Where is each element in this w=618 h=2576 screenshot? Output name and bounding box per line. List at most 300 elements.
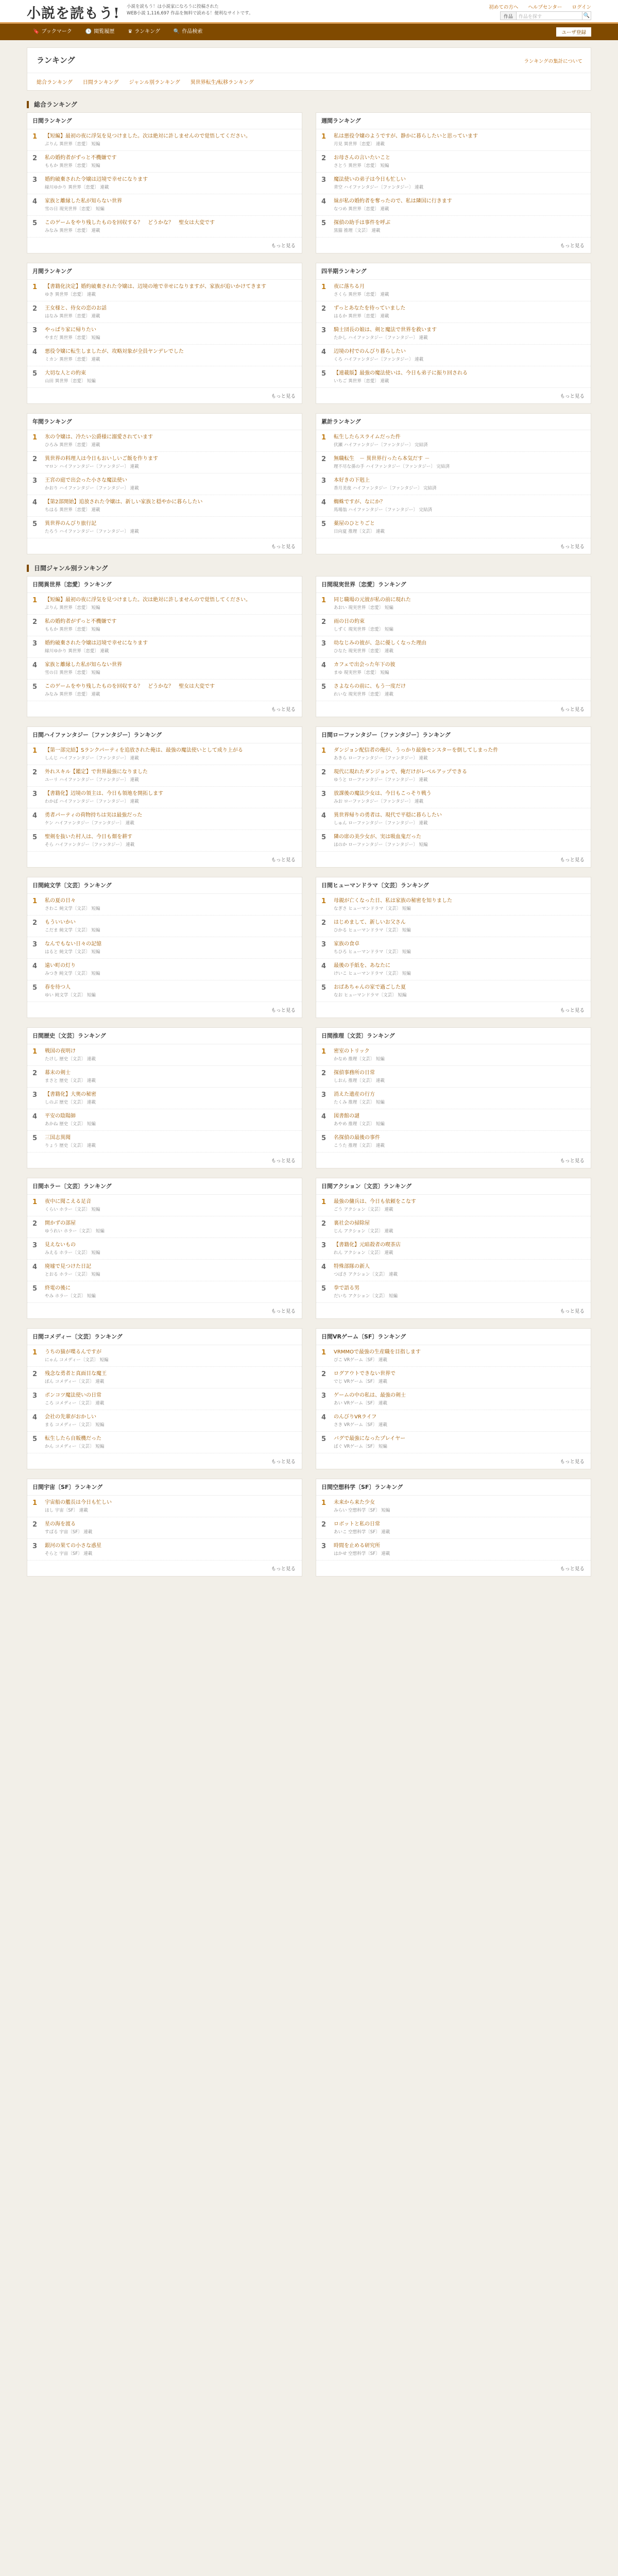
ranking-item[interactable]	[27, 830, 302, 852]
rank-number: 1	[321, 133, 327, 141]
ranking-item[interactable]	[27, 1496, 302, 1517]
novel-title-link[interactable]: 【書籍化決定】婚約破棄された令嬢は、辺境の地で幸せになりますが、家族が追いかけてきます	[45, 284, 266, 290]
ranking-item[interactable]	[316, 473, 591, 495]
novel-title-link[interactable]: 婚約破棄された令嬢は辺境で幸せになります	[45, 640, 148, 646]
novel-meta: ひかる ヒューマンドラマ〔文芸〕 短編	[334, 928, 411, 933]
novel-title-link[interactable]: もういいかい	[45, 920, 76, 925]
ranking-item[interactable]	[27, 787, 302, 808]
more-link[interactable]: もっと見る	[560, 394, 585, 399]
user-register-button[interactable]: ユーザ登録	[556, 27, 591, 37]
novel-title-link[interactable]: ダンジョン配信者の俺が、うっかり最強モンスターを倒してしまった件	[334, 748, 499, 753]
novel-title-link[interactable]: 騎士団長の娘は、剣と魔法で世界を救います	[334, 327, 437, 333]
ranking-item[interactable]	[316, 1260, 591, 1281]
rank-number: 2	[32, 155, 38, 162]
tab-daily[interactable]: 日間ランキング	[82, 80, 119, 86]
ranking-item[interactable]	[27, 615, 302, 636]
novel-meta: まさと 歴史〔文芸〕 連載	[45, 1078, 96, 1083]
rank-number: 4	[32, 962, 38, 970]
link-login[interactable]: ログイン	[572, 5, 591, 10]
ranking-item[interactable]	[27, 473, 302, 495]
ranking-item[interactable]	[27, 937, 302, 959]
novel-title-link[interactable]: 薬屋のひとりごと	[334, 521, 375, 527]
ranking-item[interactable]	[27, 1410, 302, 1432]
novel-meta: あやめ 推理〔文芸〕 短編	[334, 1122, 385, 1127]
ranking-item[interactable]	[27, 743, 302, 765]
more-link[interactable]: もっと見る	[271, 1158, 296, 1164]
novel-title-link[interactable]: 悪役令嬢に転生しましたが、攻略対象が全員ヤンデレでした	[45, 349, 184, 354]
ranking-item[interactable]	[27, 280, 302, 301]
novel-title-link[interactable]: 宇宙船の艦長は今日も忙しい	[45, 1500, 112, 1505]
rank-number: 1	[32, 1198, 38, 1206]
novel-meta: はると 純文学〔文芸〕 短編	[45, 950, 100, 955]
ranking-item[interactable]	[316, 517, 591, 538]
novel-title-link[interactable]: 夜中に聞こえる足音	[45, 1199, 91, 1205]
novel-title-link[interactable]: ずっとあなたを待っていました	[334, 306, 406, 311]
ranking-item[interactable]	[27, 1131, 302, 1153]
ranking-item[interactable]	[316, 151, 591, 173]
rank-number: 3	[321, 327, 327, 334]
novel-title-link[interactable]: 残念な勇者と真面目な魔王	[45, 1371, 107, 1377]
ranking-item[interactable]	[316, 1088, 591, 1109]
ranking-item[interactable]	[316, 216, 591, 238]
rank-number: 3	[32, 176, 38, 184]
more-link[interactable]: もっと見る	[560, 243, 585, 249]
more-link[interactable]: もっと見る	[560, 1309, 585, 1314]
ranking-item[interactable]	[27, 452, 302, 473]
ranking-item[interactable]	[316, 1109, 591, 1131]
novel-meta: みつき 純文学〔文芸〕 短編	[45, 971, 100, 976]
novel-title-link[interactable]: 雨の日の約束	[334, 619, 365, 624]
novel-meta: つばさ アクション〔文芸〕 連載	[334, 1272, 398, 1277]
ranking-item[interactable]	[316, 593, 591, 615]
ranking-item[interactable]	[27, 301, 302, 323]
novel-title-link[interactable]: 【短編】最初の夜に浮気を見つけました。次は絶対に許しませんので覚悟してください。	[45, 597, 251, 603]
novel-title-link[interactable]: VRMMOで最強の生産職を目指します	[334, 1349, 421, 1355]
more-link[interactable]: もっと見る	[271, 394, 296, 399]
rank-number: 4	[32, 1263, 38, 1271]
rank-number: 1	[32, 434, 38, 442]
novel-title-link[interactable]: 家族と離縁した私が知らない世界	[45, 662, 122, 668]
ranking-item[interactable]	[316, 301, 591, 323]
novel-title-link[interactable]: 私の夏の日々	[45, 898, 76, 904]
novel-title-link[interactable]: 氷の令嬢は、冷たい公爵様に溺愛されています	[45, 434, 153, 440]
novel-title-link[interactable]: 私の婚約者がずっと不機嫌です	[45, 619, 117, 624]
rank-number: 3	[32, 640, 38, 648]
ranking-item[interactable]	[316, 452, 591, 473]
ranking-item[interactable]	[316, 916, 591, 937]
novel-title-link[interactable]: 開かずの部屋	[45, 1221, 76, 1226]
novel-title-link[interactable]: 遠い町の灯り	[45, 963, 76, 969]
novel-title-link[interactable]: おばあちゃんの家で過ごした夏	[334, 985, 406, 990]
rank-number: 3	[32, 941, 38, 948]
ranking-item[interactable]	[27, 1517, 302, 1539]
novel-title-link[interactable]: 私の婚約者がずっと不機嫌です	[45, 155, 117, 161]
novel-title-link[interactable]: はじめまして、新しいお父さん	[334, 920, 406, 925]
ranking-item[interactable]	[316, 1517, 591, 1539]
novel-title-link[interactable]: 【連載版】最強の魔法使いは、今日も弟子に振り回される	[334, 370, 468, 376]
ranking-item[interactable]	[316, 937, 591, 959]
ranking-item[interactable]	[316, 894, 591, 916]
novel-meta: ミカン 異世界〔恋愛〕 連載	[45, 357, 100, 362]
novel-title-link[interactable]: 私は悪役令嬢のようですが、静かに暮らしたいと思っています	[334, 133, 478, 139]
ranking-item[interactable]	[27, 194, 302, 216]
ranking-item[interactable]	[316, 1367, 591, 1388]
novel-title-link[interactable]: 放課後の魔法少女は、今日もこっそり戦う	[334, 791, 432, 796]
ranking-item[interactable]	[27, 430, 302, 452]
novel-meta: けいこ ヒューマンドラマ〔文芸〕 短編	[334, 971, 411, 976]
novel-title-link[interactable]: 春を待つ人	[45, 985, 71, 990]
novel-title-link[interactable]: 【書籍化】元暗殺者の喫茶店	[334, 1242, 401, 1248]
ranking-item[interactable]	[316, 1066, 591, 1088]
novel-meta: そら ハイファンタジー〔ファンタジー〕 連載	[45, 842, 135, 848]
novel-title-link[interactable]: 【書籍化】大奥の秘密	[45, 1092, 96, 1097]
ranking-item[interactable]	[27, 323, 302, 345]
novel-title-link[interactable]: このゲームをやり残したものを回収する？ どうかな？ 聖女は大変です	[45, 220, 215, 226]
ranking-item[interactable]	[316, 1388, 591, 1410]
novel-title-link[interactable]: 未来から来た少女	[334, 1500, 375, 1505]
novel-meta: ほのか ローファンタジー〔ファンタジー〕 短編	[334, 842, 428, 848]
rank-number: 5	[321, 1134, 327, 1142]
tab-overall[interactable]: 総合ランキング	[37, 80, 73, 86]
ranking-item[interactable]	[316, 366, 591, 388]
ranking-item[interactable]	[316, 194, 591, 216]
novel-meta: たかし ハイファンタジー〔ファンタジー〕 連載	[334, 335, 428, 341]
novel-title-link[interactable]: 見えないもの	[45, 1242, 76, 1248]
rank-number: 1	[321, 434, 327, 442]
novel-title-link[interactable]: ロボットと私の日常	[334, 1521, 380, 1527]
ranking-item[interactable]	[316, 1131, 591, 1153]
nav-bookmark[interactable]: 🔖 ブックマーク	[27, 24, 79, 40]
search-icon[interactable]: 🔍	[582, 11, 591, 20]
ranking-item[interactable]	[316, 743, 591, 765]
site-header	[0, 0, 618, 24]
ranking-item[interactable]	[27, 366, 302, 388]
novel-title-link[interactable]: 密室のトリック	[334, 1048, 370, 1054]
ranking-item[interactable]	[27, 517, 302, 538]
ranking-item[interactable]	[316, 1432, 591, 1453]
novel-title-link[interactable]: なんでもない日々の記憶	[45, 941, 101, 947]
novel-title-link[interactable]: やっぱり家に帰りたい	[45, 327, 96, 333]
novel-title-link[interactable]: ゲームの中の私は、最強の剣士	[334, 1393, 406, 1398]
ranking-box-title: 日間純文学〔文芸〕ランキング	[27, 877, 302, 894]
ranking-item[interactable]	[316, 830, 591, 852]
more-link[interactable]: もっと見る	[271, 243, 296, 249]
novel-title-link[interactable]: 異世界のんびり旅行記	[45, 521, 96, 527]
ranking-item[interactable]	[316, 1496, 591, 1517]
novel-title-link[interactable]: 現代に現れたダンジョンで、俺だけがレベルアップできる	[334, 769, 468, 775]
ranking-item[interactable]	[27, 1432, 302, 1453]
ranking-item[interactable]	[27, 495, 302, 517]
tab-isekai[interactable]: 異世界転生/転移ランキング	[190, 80, 254, 86]
ranking-help-link[interactable]: ランキングの集計について	[524, 59, 582, 64]
ranking-item[interactable]	[27, 593, 302, 615]
site-logo[interactable]: 小説を読もう!	[27, 6, 120, 22]
rank-number: 2	[32, 455, 38, 463]
novel-title-link[interactable]: 妹が私の婚約者を奪ったので、私は隣国に行きます	[334, 198, 452, 204]
ranking-item[interactable]	[316, 1216, 591, 1238]
novel-title-link[interactable]: 探偵の助手は事件を呼ぶ	[334, 220, 390, 226]
search-input[interactable]: 作品を探す	[517, 11, 582, 20]
novel-title-link[interactable]: 消えた遺産の行方	[334, 1092, 375, 1097]
rank-number: 4	[32, 1414, 38, 1421]
ranking-item[interactable]	[27, 151, 302, 173]
nav-ranking[interactable]: ♛ ランキング	[122, 24, 167, 40]
rank-number: 4	[32, 348, 38, 356]
ranking-item[interactable]	[27, 1238, 302, 1260]
more-link[interactable]: もっと見る	[271, 857, 296, 863]
novel-meta: ごう アクション〔文芸〕 連載	[334, 1207, 393, 1212]
nav-history[interactable]: 🕒 閲覧履歴	[79, 24, 122, 40]
novel-meta: はなみ 異世界〔恋愛〕 連載	[45, 314, 100, 319]
ranking-item[interactable]	[27, 1066, 302, 1088]
search-type-select[interactable]: 作品	[500, 11, 517, 20]
ranking-item[interactable]	[316, 658, 591, 680]
ranking-item[interactable]	[27, 959, 302, 980]
novel-title-link[interactable]: 無職転生 － 異世界行ったら本気だす －	[334, 456, 430, 462]
novel-meta: たろう ハイファンタジー〔ファンタジー〕 連載	[45, 529, 139, 534]
ranking-box	[27, 413, 302, 554]
ranking-item[interactable]	[316, 959, 591, 980]
rank-number: 1	[321, 897, 327, 905]
novel-title-link[interactable]: 図書館の謎	[334, 1113, 359, 1119]
more-link[interactable]: もっと見る	[560, 1566, 585, 1572]
novel-title-link[interactable]: 最強の傭兵は、今日も依頼をこなす	[334, 1199, 416, 1205]
rank-number: 3	[321, 1543, 327, 1550]
novel-title-link[interactable]: お母さんの言いたいこと	[334, 155, 390, 161]
ranking-item[interactable]	[316, 787, 591, 808]
novel-meta: かん コメディー〔文芸〕 短編	[45, 1444, 105, 1449]
ranking-item[interactable]	[27, 1539, 302, 1561]
ranking-item[interactable]	[316, 1281, 591, 1303]
rank-number: 2	[321, 1521, 327, 1529]
novel-title-link[interactable]: 【第2部開始】追放された令嬢は、新しい家族と穏やかに暮らしたい	[45, 499, 203, 505]
novel-title-link[interactable]: 特殊部隊の新人	[334, 1264, 370, 1269]
novel-title-link[interactable]: 家族の食卓	[334, 941, 359, 947]
novel-title-link[interactable]: 異世界の料理人は今日もおいしいご飯を作ります	[45, 456, 158, 462]
ranking-item[interactable]	[27, 636, 302, 658]
novel-title-link[interactable]: 蜘蛛ですが、なにか？	[334, 499, 385, 505]
ranking-item[interactable]	[316, 1195, 591, 1216]
novel-title-link[interactable]: 幕末の剣士	[45, 1070, 71, 1076]
link-first-time[interactable]: 初めての方へ	[489, 5, 519, 10]
ranking-item[interactable]	[316, 765, 591, 787]
more-link[interactable]: もっと見る	[271, 707, 296, 713]
ranking-item[interactable]	[316, 636, 591, 658]
ranking-item[interactable]	[27, 808, 302, 830]
ranking-item[interactable]	[27, 658, 302, 680]
novel-title-link[interactable]: さよならの前に、もう一度だけ	[334, 684, 406, 689]
novel-title-link[interactable]: 王宮の庭で出会った小さな魔法使い	[45, 478, 127, 483]
novel-meta: みなみ 異世界〔恋愛〕 連載	[45, 692, 100, 697]
rank-number: 2	[321, 1070, 327, 1077]
ranking-item[interactable]	[316, 615, 591, 636]
ranking-item[interactable]	[27, 1388, 302, 1410]
novel-title-link[interactable]: 終電の後に	[45, 1285, 71, 1291]
novel-meta: マロン ハイファンタジー〔ファンタジー〕 連載	[45, 464, 139, 469]
novel-title-link[interactable]: 本好きの下剋上	[334, 478, 370, 483]
novel-title-link[interactable]: バグで最強になったプレイヤー	[334, 1436, 406, 1442]
ranking-item[interactable]	[316, 680, 591, 701]
tab-genre[interactable]: ジャンル別ランキング	[129, 80, 180, 86]
novel-title-link[interactable]: 裏社会の掃除屋	[334, 1221, 370, 1226]
novel-title-link[interactable]: 辺境の村でのんびり暮らしたい	[334, 349, 406, 354]
ranking-item[interactable]	[27, 1088, 302, 1109]
more-link[interactable]: もっと見る	[560, 857, 585, 863]
link-help-center[interactable]: ヘルプセンター	[528, 5, 562, 10]
ranking-box-title: 年間ランキング	[27, 414, 302, 430]
more-link[interactable]: もっと見る	[271, 1309, 296, 1314]
novel-meta: あい VRゲーム〔SF〕 連載	[334, 1401, 387, 1406]
main-nav	[0, 24, 618, 40]
novel-title-link[interactable]: このゲームをやり残したものを回収する？ どうかな？ 聖女は大変です	[45, 684, 215, 689]
novel-title-link[interactable]: 拳で語る男	[334, 1285, 359, 1291]
nav-search[interactable]: 🔍 作品検索	[167, 24, 210, 40]
ranking-item[interactable]	[316, 323, 591, 345]
ranking-item[interactable]	[316, 129, 591, 151]
ranking-item[interactable]	[316, 980, 591, 1002]
ranking-box-title: 日間現実世界〔恋愛〕ランキング	[316, 577, 591, 593]
novel-meta: しんじ ハイファンタジー〔ファンタジー〕 連載	[45, 756, 139, 761]
more-link[interactable]: もっと見る	[560, 707, 585, 713]
ranking-item[interactable]	[316, 430, 591, 452]
novel-meta: かなめ 推理〔文芸〕 短編	[334, 1057, 385, 1062]
ranking-item[interactable]	[27, 1195, 302, 1216]
novel-title-link[interactable]: 転生したらスライムだった件	[334, 434, 401, 440]
novel-meta: ぷりん 異世界〔恋愛〕 短編	[45, 142, 100, 147]
ranking-item[interactable]	[27, 1345, 302, 1367]
novel-title-link[interactable]: 廃墟で見つけた日記	[45, 1264, 91, 1269]
novel-meta: れいな 現実世界〔恋愛〕 連載	[334, 692, 393, 697]
ranking-item[interactable]	[27, 916, 302, 937]
novel-meta: 香月美夜 ハイファンタジー〔ファンタジー〕 完結済	[334, 486, 437, 491]
ranking-item[interactable]	[27, 1109, 302, 1131]
more-link[interactable]: もっと見る	[560, 1459, 585, 1465]
ranking-item[interactable]	[316, 1044, 591, 1066]
rank-number: 2	[321, 618, 327, 626]
novel-title-link[interactable]: 婚約破棄された令嬢は辺境で幸せになります	[45, 177, 148, 182]
novel-title-link[interactable]: 夜に落ちる月	[334, 284, 365, 290]
ranking-item[interactable]	[27, 216, 302, 238]
more-link[interactable]: もっと見る	[271, 1566, 296, 1572]
ranking-item[interactable]	[316, 808, 591, 830]
novel-title-link[interactable]: うちの猫が喋るんですが	[45, 1349, 101, 1355]
ranking-item[interactable]	[27, 129, 302, 151]
novel-title-link[interactable]: 隣の席の美少女が、実は吸血鬼だった	[334, 834, 421, 840]
ranking-item[interactable]	[27, 1216, 302, 1238]
novel-meta: ぽん コメディー〔文芸〕 連載	[45, 1379, 105, 1384]
ranking-box	[316, 576, 591, 717]
ranking-item[interactable]	[27, 980, 302, 1002]
novel-title-link[interactable]: ポンコツ魔法使いの日常	[45, 1393, 101, 1398]
ranking-box-title: 日間異世界〔恋愛〕ランキング	[27, 577, 302, 593]
novel-meta: しずく 現実世界〔恋愛〕 短編	[334, 627, 393, 632]
more-link[interactable]: もっと見る	[560, 1158, 585, 1164]
novel-meta: みえる ホラー〔文芸〕 短編	[45, 1250, 100, 1256]
more-link[interactable]: もっと見る	[560, 544, 585, 550]
novel-title-link[interactable]: 聖剣を抜いた村人は、今日も畑を耕す	[45, 834, 132, 840]
novel-title-link[interactable]: 幼なじみの彼が、急に優しくなった理由	[334, 640, 426, 646]
more-link[interactable]: もっと見る	[271, 1008, 296, 1013]
ranking-item[interactable]	[316, 1539, 591, 1561]
novel-title-link[interactable]: 最後の手紙を、あなたに	[334, 963, 390, 969]
novel-title-link[interactable]: 家族と離縁した私が知らない世界	[45, 198, 122, 204]
novel-title-link[interactable]: 平安の陰陽師	[45, 1113, 76, 1119]
novel-title-link[interactable]: 三国志異聞	[45, 1135, 71, 1141]
rank-number: 3	[32, 790, 38, 798]
novel-title-link[interactable]: 勇者パーティの荷物持ちは実は最強だった	[45, 812, 143, 818]
ranking-item[interactable]	[316, 1345, 591, 1367]
ranking-item[interactable]	[27, 173, 302, 194]
novel-title-link[interactable]: 戦国の夜明け	[45, 1048, 76, 1054]
novel-title-link[interactable]: 大切な人との約束	[45, 370, 86, 376]
novel-title-link[interactable]: 星の海を渡る	[45, 1521, 76, 1527]
novel-title-link[interactable]: 母親が亡くなった日、私は家族の秘密を知りました	[334, 898, 452, 904]
novel-title-link[interactable]: のんびりVRライフ	[334, 1414, 377, 1420]
novel-title-link[interactable]: 名探偵の最後の事件	[334, 1135, 380, 1141]
ranking-box-title: 日間アクション〔文芸〕ランキング	[316, 1178, 591, 1195]
novel-title-link[interactable]: 王女様と、侍女の恋のお話	[45, 306, 107, 311]
novel-title-link[interactable]: 【短編】最初の夜に浮気を見つけました。次は絶対に許しませんので覚悟してください。	[45, 133, 251, 139]
novel-meta: にゃん コメディー〔文芸〕 短編	[45, 1358, 109, 1363]
ranking-item[interactable]	[27, 1044, 302, 1066]
rank-number: 1	[32, 897, 38, 905]
novel-meta: はるか 異世界〔恋愛〕 連載	[334, 314, 389, 319]
rank-number: 5	[321, 984, 327, 992]
more-link[interactable]: もっと見る	[271, 1459, 296, 1465]
ranking-item[interactable]	[27, 765, 302, 787]
rank-number: 2	[32, 919, 38, 927]
novel-title-link[interactable]: 魔法使いの弟子は今日も忙しい	[334, 177, 406, 182]
ranking-item[interactable]	[316, 345, 591, 366]
novel-title-link[interactable]: 同じ職場の元彼が私の前に現れた	[334, 597, 411, 603]
ranking-item[interactable]	[27, 1260, 302, 1281]
rank-number: 2	[321, 919, 327, 927]
rank-number: 4	[321, 1263, 327, 1271]
more-link[interactable]: もっと見る	[560, 1008, 585, 1013]
ranking-item[interactable]	[316, 280, 591, 301]
novel-title-link[interactable]: カフェで出会った年下の彼	[334, 662, 396, 668]
novel-title-link[interactable]: 外れスキル【鑑定】で世界最強になりました	[45, 769, 148, 775]
more-link[interactable]: もっと見る	[271, 544, 296, 550]
ranking-item[interactable]	[316, 1410, 591, 1432]
rank-number: 5	[32, 1134, 38, 1142]
ranking-box	[27, 1027, 302, 1168]
ranking-item[interactable]	[27, 1367, 302, 1388]
novel-title-link[interactable]: 会社の先輩がおかしい	[45, 1414, 96, 1420]
novel-title-link[interactable]: 異世界帰りの勇者は、現代で平穏に暮らしたい	[334, 812, 442, 818]
ranking-item[interactable]	[316, 173, 591, 194]
novel-meta: なぎさ ヒューマンドラマ〔文芸〕 短編	[334, 906, 411, 911]
ranking-item[interactable]	[316, 1238, 591, 1260]
rank-number: 2	[321, 1370, 327, 1378]
ranking-item[interactable]	[27, 894, 302, 916]
ranking-item[interactable]	[316, 495, 591, 517]
ranking-item[interactable]	[27, 680, 302, 701]
novel-title-link[interactable]: 【第一部完結】Sランクパーティを追放された俺は、最強の魔法使いとして成り上がる	[45, 748, 243, 753]
novel-meta: さき VRゲーム〔SF〕 連載	[334, 1422, 387, 1428]
novel-meta: 日向夏 推理〔文芸〕 連載	[334, 529, 385, 534]
rank-number: 3	[321, 790, 327, 798]
novel-title-link[interactable]: 転生したら自販機だった	[45, 1436, 101, 1442]
novel-title-link[interactable]: 時間を止める研究所	[334, 1543, 380, 1549]
ranking-item[interactable]	[27, 345, 302, 366]
rank-number: 1	[321, 283, 327, 291]
novel-title-link[interactable]: 銀河の果ての小さな惑星	[45, 1543, 101, 1549]
novel-title-link[interactable]: 【書籍化】辺境の領主は、今日も領地を開拓します	[45, 791, 163, 796]
novel-title-link[interactable]: ログアウトできない世界で	[334, 1371, 396, 1377]
ranking-item[interactable]	[27, 1281, 302, 1303]
novel-title-link[interactable]: 探偵事務所の日常	[334, 1070, 375, 1076]
